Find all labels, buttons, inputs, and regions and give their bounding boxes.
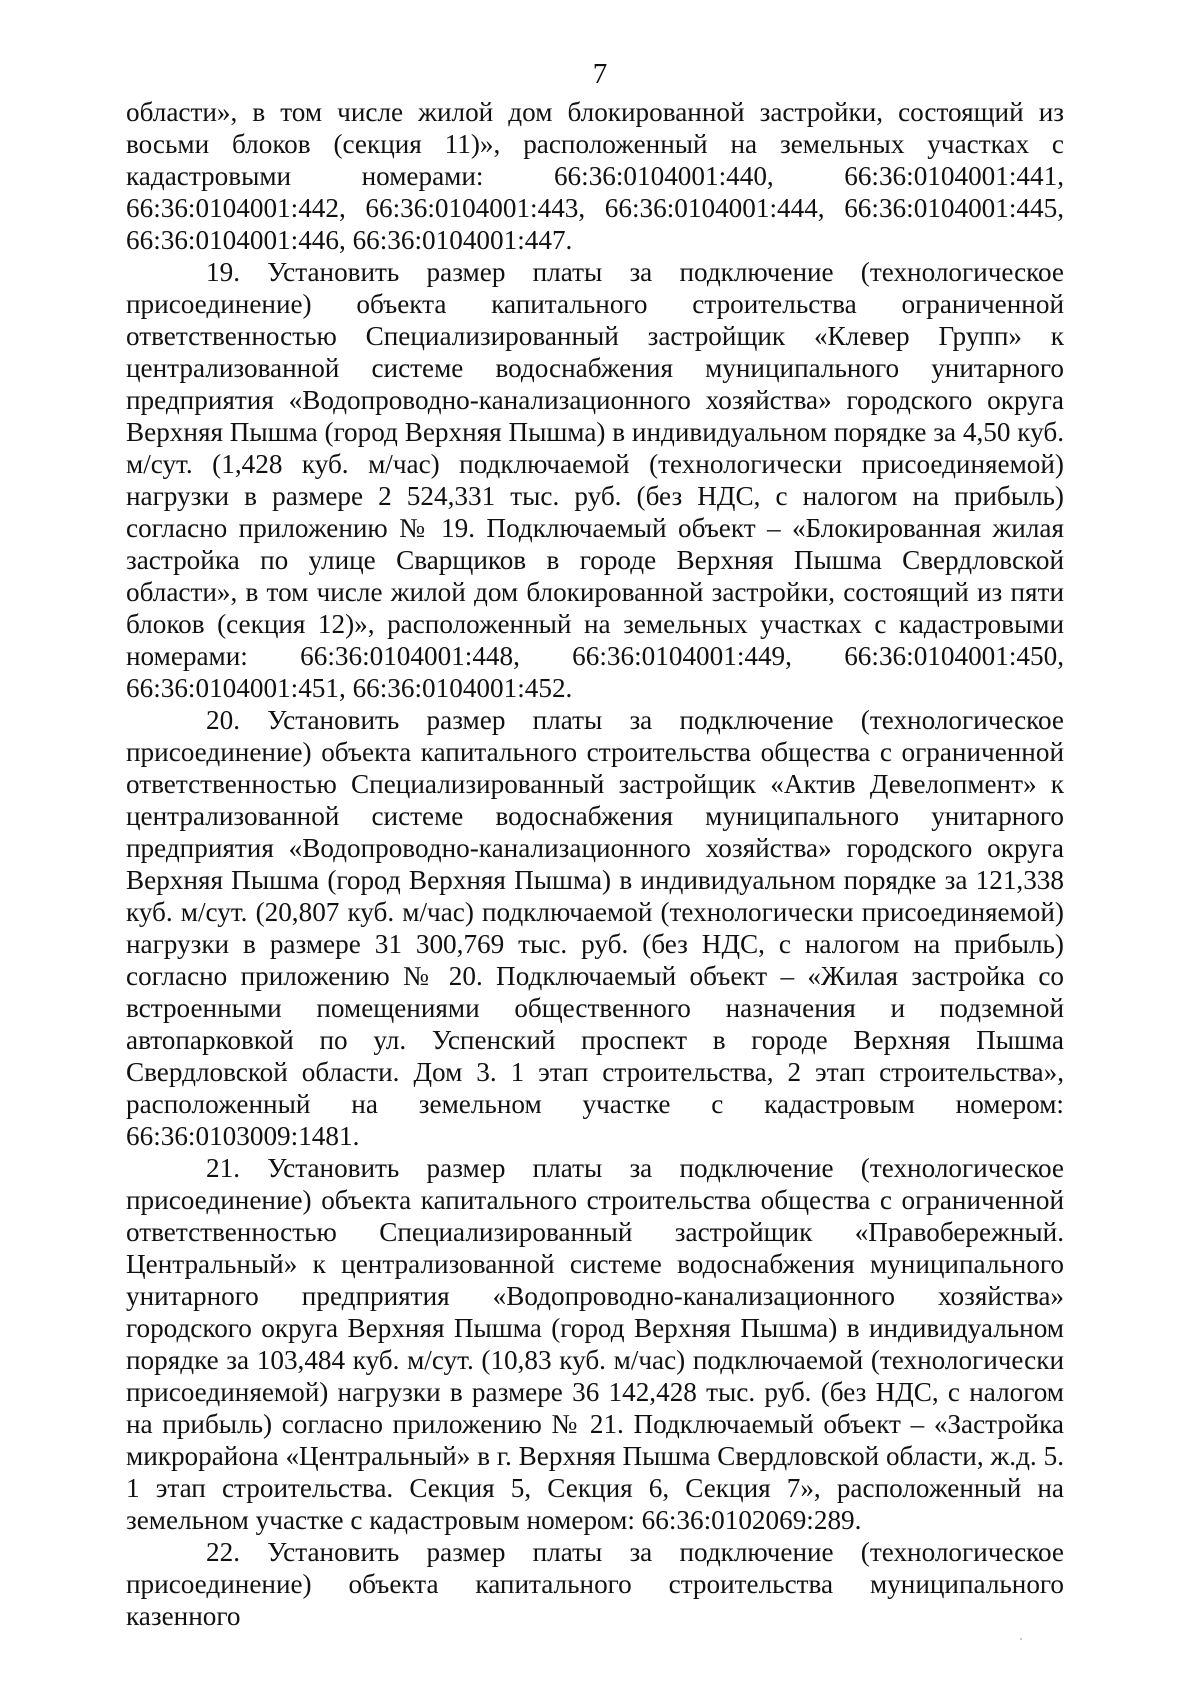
paragraph-item-20: 20. Установить размер платы за подключение (технологическое присоединение) объекта капитального строительства общества с ограниченной ответственностью Специализированный застройщик «Актив Девелопмент» к централизованной системе водоснабжения муниципального унитарного предприятия «Водопроводно-канализационного хозяйства» городского округа Верхняя Пышма (город Верхняя Пышма) в индивидуальном порядке за 121,338 куб. м/сут. (20,807 куб. м/час) подключаемой (технологически присоединяемой) нагрузки в размере 31 300,769 тыс. руб. (без НДС, с налогом на прибыль) согласно приложению № 20. Подключаемый объект – «Жилая застройка со встроенными помещениями общественного назначения и подземной автопарковкой по ул. Успенский проспект в городе Верхняя Пышма Свердловской области. Дом 3. 1 этап строительства, 2 этап строительства», расположенный на земельном участке с кадастровым номером: 66:36:0103009:1481. xyxy=(126,705,1064,1151)
paragraph-item-21: 21. Установить размер платы за подключение (технологическое присоединение) объекта капитального строительства общества с ограниченной ответственностью Специализированный застройщик «Правобережный. Центральный» к централизованной системе водоснабжения муниципального унитарного предприятия «Водопроводно-канализационного хозяйства» городского округа Верхняя Пышма (город Верхняя Пышма) в индивидуальном порядке за 103,484 куб. м/сут. (10,83 куб. м/час) подключаемой (технологически присоединяемой) нагрузки в размере 36 142,428 тыс. руб. (без НДС, с налогом на прибыль) согласно приложению № 21. Подключаемый объект – «Застройка микрорайона «Центральный» в г. Верхняя Пышма Свердловской области, ж.д. 5. 1 этап строительства. Секция 5, Секция 6, Секция 7», расположенный на земельном участке с кадастровым номером: 66:36:0102069:289. xyxy=(126,1153,1064,1535)
paragraph-item-19: 19. Установить размер платы за подключение (технологическое присоединение) объекта капитального строительства ограниченной ответственностью Специализированный застройщик «Клевер Групп» к централизованной системе водоснабжения муниципального унитарного предприятия «Водопроводно-канализационного хозяйства» городского округа Верхняя Пышма (город Верхняя Пышма) в индивидуальном порядке за 4,50 куб. м/сут. (1,428 куб. м/час) подключаемой (технологически присоединяемой) нагрузки в размере 2 524,331 тыс. руб. (без НДС, с налогом на прибыль) согласно приложению № 19. Подключаемый объект – «Блокированная жилая застройка по улице Сварщиков в городе Верхняя Пышма Свердловской области», в том числе жилой дом блокированной застройки, состоящий из пяти блоков (секция 12)», расположенный на земельных участках с кадастровыми номерами: 66:36:0104001:448, 66:36:0104001:449, 66:36:0104001:450, 66:36:0104001:451, 66:36:0104001:452. xyxy=(126,257,1064,703)
scan-speck xyxy=(1020,1638,1022,1640)
paragraph-continuation: области», в том числе жилой дом блокированной застройки, состоящий из восьми блоков (секция 11)», расположенный на земельных участках с кадастровыми номерами: 66:36:0104001:440, 66:36:0104001:441, 66:36:0104001:442, 66:36:0104001:443, 66:36:0104001:444, 66:36:0104001:445, 66:36:0104001:446, 66:36:0104001:447. xyxy=(126,97,1064,255)
paragraph-item-22: 22. Установить размер платы за подключение (технологическое присоединение) объекта капитального строительства муниципального казенного xyxy=(126,1537,1064,1631)
page-number: 7 xyxy=(592,58,608,90)
document-body xyxy=(126,96,1064,1632)
